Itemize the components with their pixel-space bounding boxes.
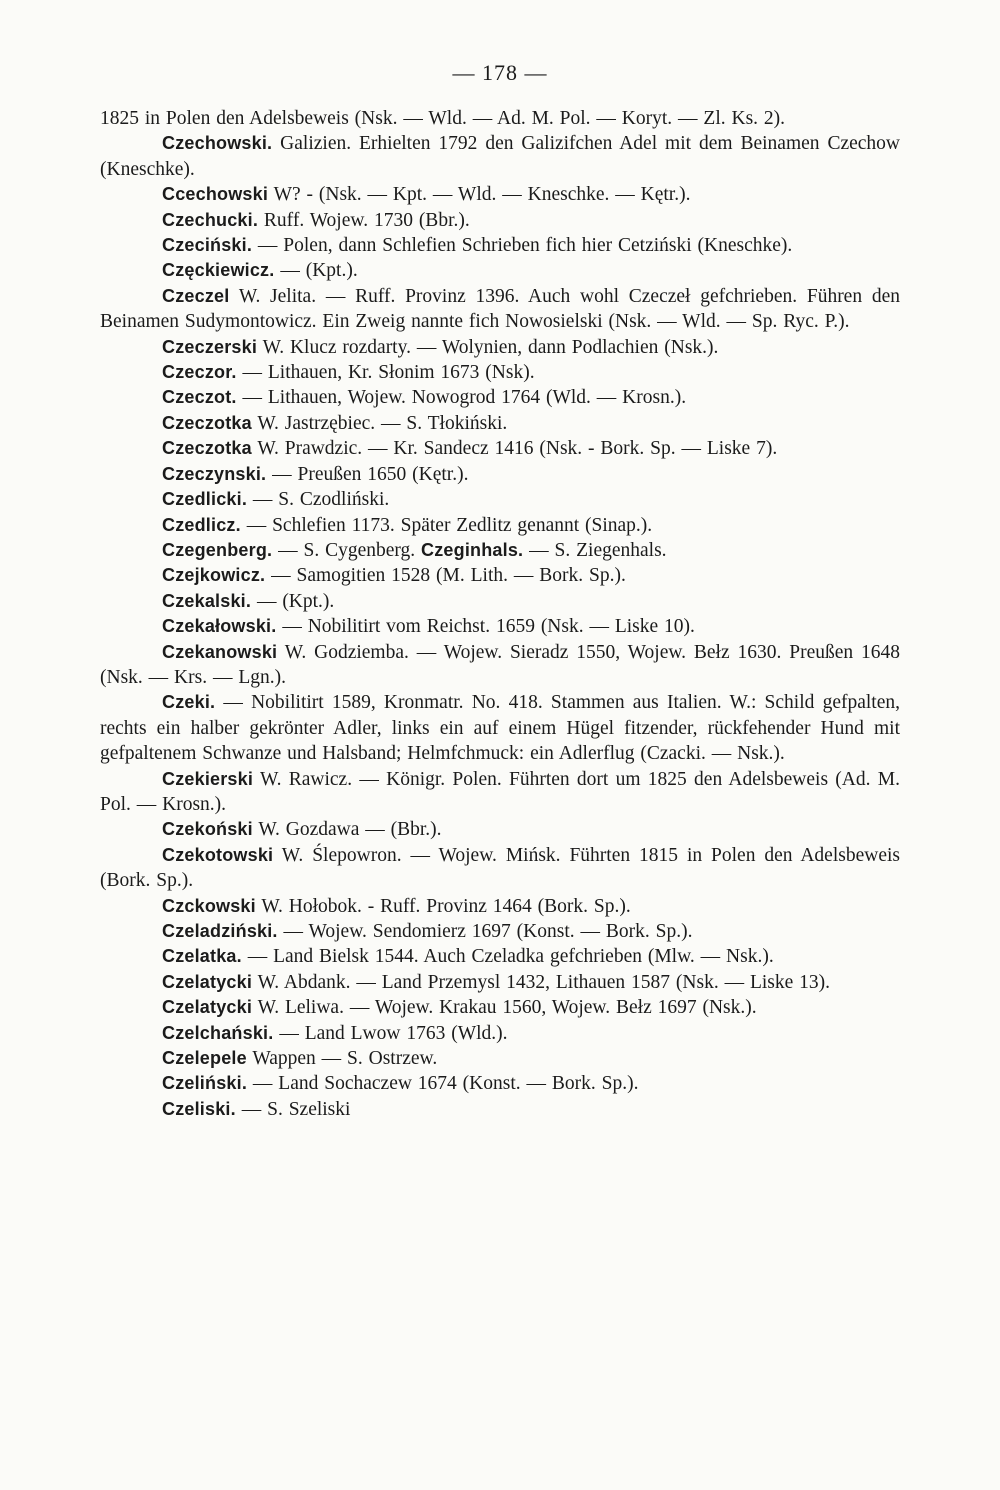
entry-text: W. Hołobok. - Ruff. Provinz 1464 (Bork. Sp.). [255,895,631,917]
entry-headword: Czekotowski [162,844,274,865]
entry-text: Wappen — S. Ostrzew. [246,1048,438,1070]
entry-text: W. Godziemba. — Wojew. Sieradz 1550, Wojew. Bełz 1630. Preußen 1648 (Nsk. — Krs. — Lgn.). [100,641,900,688]
entry [100,335,900,360]
entry-headword: Ccechowski [162,184,269,205]
entry-headword: Czeczel [162,285,230,306]
entry-text: — S. Ziegenhals. [523,539,667,561]
entry-headword: Czelatycki [162,971,253,992]
entry [100,233,900,258]
entry [100,513,900,538]
entry-text: — Land Sochaczew 1674 (Konst. — Bork. Sp.). [247,1073,639,1095]
entry-headword: Czelatycki [162,997,253,1018]
entry [100,1046,900,1071]
entry-headword: Czedlicz. [162,514,241,535]
entry-headword: Czeliski. [162,1098,236,1119]
entry-text: — (Kpt.). [251,590,335,612]
entry [100,970,900,995]
entry-text: W. Prawdzic. — Kr. Sandecz 1416 (Nsk. - Bork. Sp. — Liske 7). [251,438,778,460]
entry [100,436,900,461]
entry-headword: Czejkowicz. [162,565,266,586]
entry-text: W. Rawicz. — Königr. Polen. Führten dort um 1825 den Adelsbeweis (Ad. M. Pol. — Krosn.). [100,768,900,815]
entry-text: 1825 in Polen den Adelsbeweis (Nsk. — Wld. — Ad. M. Pol. — Koryt. — Zl. Ks. 2). [100,108,786,129]
entry-text: — Lithauen, Kr. Słonim 1673 (Nsk). [236,362,535,384]
entry-headword: Czegenberg. [162,539,273,560]
entry-headword: Czechucki. [162,209,259,230]
entry [100,843,900,894]
entry [100,1021,900,1046]
entry-headword: Czelepele [162,1048,247,1069]
entry-text: — Schlefien 1173. Später Zedlitz genannt (Sinap.). [240,514,653,536]
entry [100,385,900,410]
entry-headword: Czelchański. [162,1022,274,1043]
entry [100,640,900,691]
entry [100,487,900,512]
entry-headword: Czeladziński. [162,921,278,941]
entry-headword: Czeliński. [162,1073,248,1094]
entry-text: — Lithauen, Wojew. Nowogrod 1764 (Wld. — Krosn.). [236,387,687,409]
entry [100,538,900,563]
entry [100,589,900,614]
entry-text: Galizien. Erhielten 1792 den Galizifchen Adel mit dem Beinamen Czechow (Kneschke). [100,133,900,180]
entry-text: — Nobilitirt 1589, Kronmatr. No. 418. Stammen aus Italien. W.: Schild gefpalten, rechts ein halber gekrönter Adler, links ein auf einem Hügel fitzender, rückfehender Hund mit gefpaltenem Schwanze und Halsband; Helmfchmuck: ein Adlerflug (Czacki. — Nsk.). [100,692,900,765]
entry-text: — S. Cygenberg. [272,539,422,561]
entry-text: — Nobilitirt vom Reichst. 1659 (Nsk. — Liske 10). [276,616,695,638]
entry-text: — S. Szeliski [235,1098,351,1120]
entry-text: — Land Lwow 1763 (Wld.). [273,1022,508,1044]
entry-text: W. Jastrzębiec. — S. Tłokiński. [251,412,508,434]
entry-text: — Land Bielsk 1544. Auch Czeladka gefchrieben (Mlw. — Nsk.). [241,946,774,968]
entry [100,690,900,766]
entry-headword: Czekoński [162,819,253,840]
entry-text: W. Klucz rozdarty. — Wolynien, dann Podlachien (Nsk.). [257,336,719,358]
entry [100,182,900,207]
entry-headword: Czedlicki. [162,489,248,510]
entry-headword: Czeki. [162,692,216,713]
page-number: — 178 — [452,60,548,85]
entry-headword: Czeczynski. [162,463,267,484]
entry [100,411,900,436]
entry [100,1097,900,1122]
entry [100,817,900,842]
entry-text: — Wojew. Sendomierz 1697 (Konst. — Bork. Sp.). [277,921,693,942]
entry [100,767,900,818]
entry-text: — S. Czodliński. [247,489,390,511]
entry-text: W. Jelita. — Ruff. Provinz 1396. Auch wohl Czeczeł gefchrieben. Führen den Beinamen Sudymontowicz. Ein Zweig nannte fich Nowosielski (Nsk. — Wld. — Sp. Ryc. P.). [100,285,900,333]
entry [100,919,900,944]
entry-headword: Częckiewicz. [162,260,275,281]
entry [100,258,900,283]
entry-text: — Preußen 1650 (Kętr.). [266,463,469,485]
entry-headword: Czechowski. [162,133,273,154]
entry-headword: Czekałowski. [162,616,277,637]
entry [100,563,900,588]
entry [100,208,900,233]
entry-text: W. Abdank. — Land Przemysl 1432, Lithauen 1587 (Nsk. — Liske 13). [252,971,831,993]
entry-text: — (Kpt.). [274,260,358,282]
entry-headword: Czeciński. [162,235,253,256]
entry-headword: Czckowski [162,895,256,916]
entry-headword: Czeczotka [162,438,252,459]
entry [100,1071,900,1096]
entry-headword: Czeczot. [162,387,237,408]
entry [100,894,900,919]
entry-text: — Samogitien 1528 (M. Lith. — Bork. Sp.). [265,565,626,587]
entry-text: W? - (Nsk. — Kpt. — Wld. — Kneschke. — Kętr.). [268,184,691,206]
entry [100,284,900,335]
entry [100,614,900,639]
entry-headword: Czeczotka [162,412,252,433]
entry-headword: Czekierski [162,768,254,789]
entry-text: W. Gozdawa — (Bbr.). [252,819,442,841]
entry-headword: Czeginhals. [421,539,524,560]
entry-headword: Czekanowski [162,641,278,662]
entry [100,106,900,131]
entry-text: W. Leliwa. — Wojew. Krakau 1560, Wojew. Bełz 1697 (Nsk.). [252,997,757,1019]
entry-text: W. Ślepowron. — Wojew. Mińsk. Führten 1815 in Polen den Adelsbeweis (Bork. Sp.). [100,844,900,892]
entry-headword: Czeczor. [162,362,237,383]
entry [100,995,900,1020]
entry-headword: Czeczerski [162,336,258,357]
entry-headword: Czekalski. [162,590,252,611]
entry [100,360,900,385]
entry [100,944,900,969]
entry-headword: Czelatka. [162,946,242,967]
entry [100,131,900,182]
entry-text: Ruff. Wojew. 1730 (Bbr.). [258,209,470,231]
entry-text: — Polen, dann Schlefien Schrieben fich hier Cetziński (Kneschke). [252,235,793,257]
entries-list [100,106,900,1122]
entry [100,462,900,487]
